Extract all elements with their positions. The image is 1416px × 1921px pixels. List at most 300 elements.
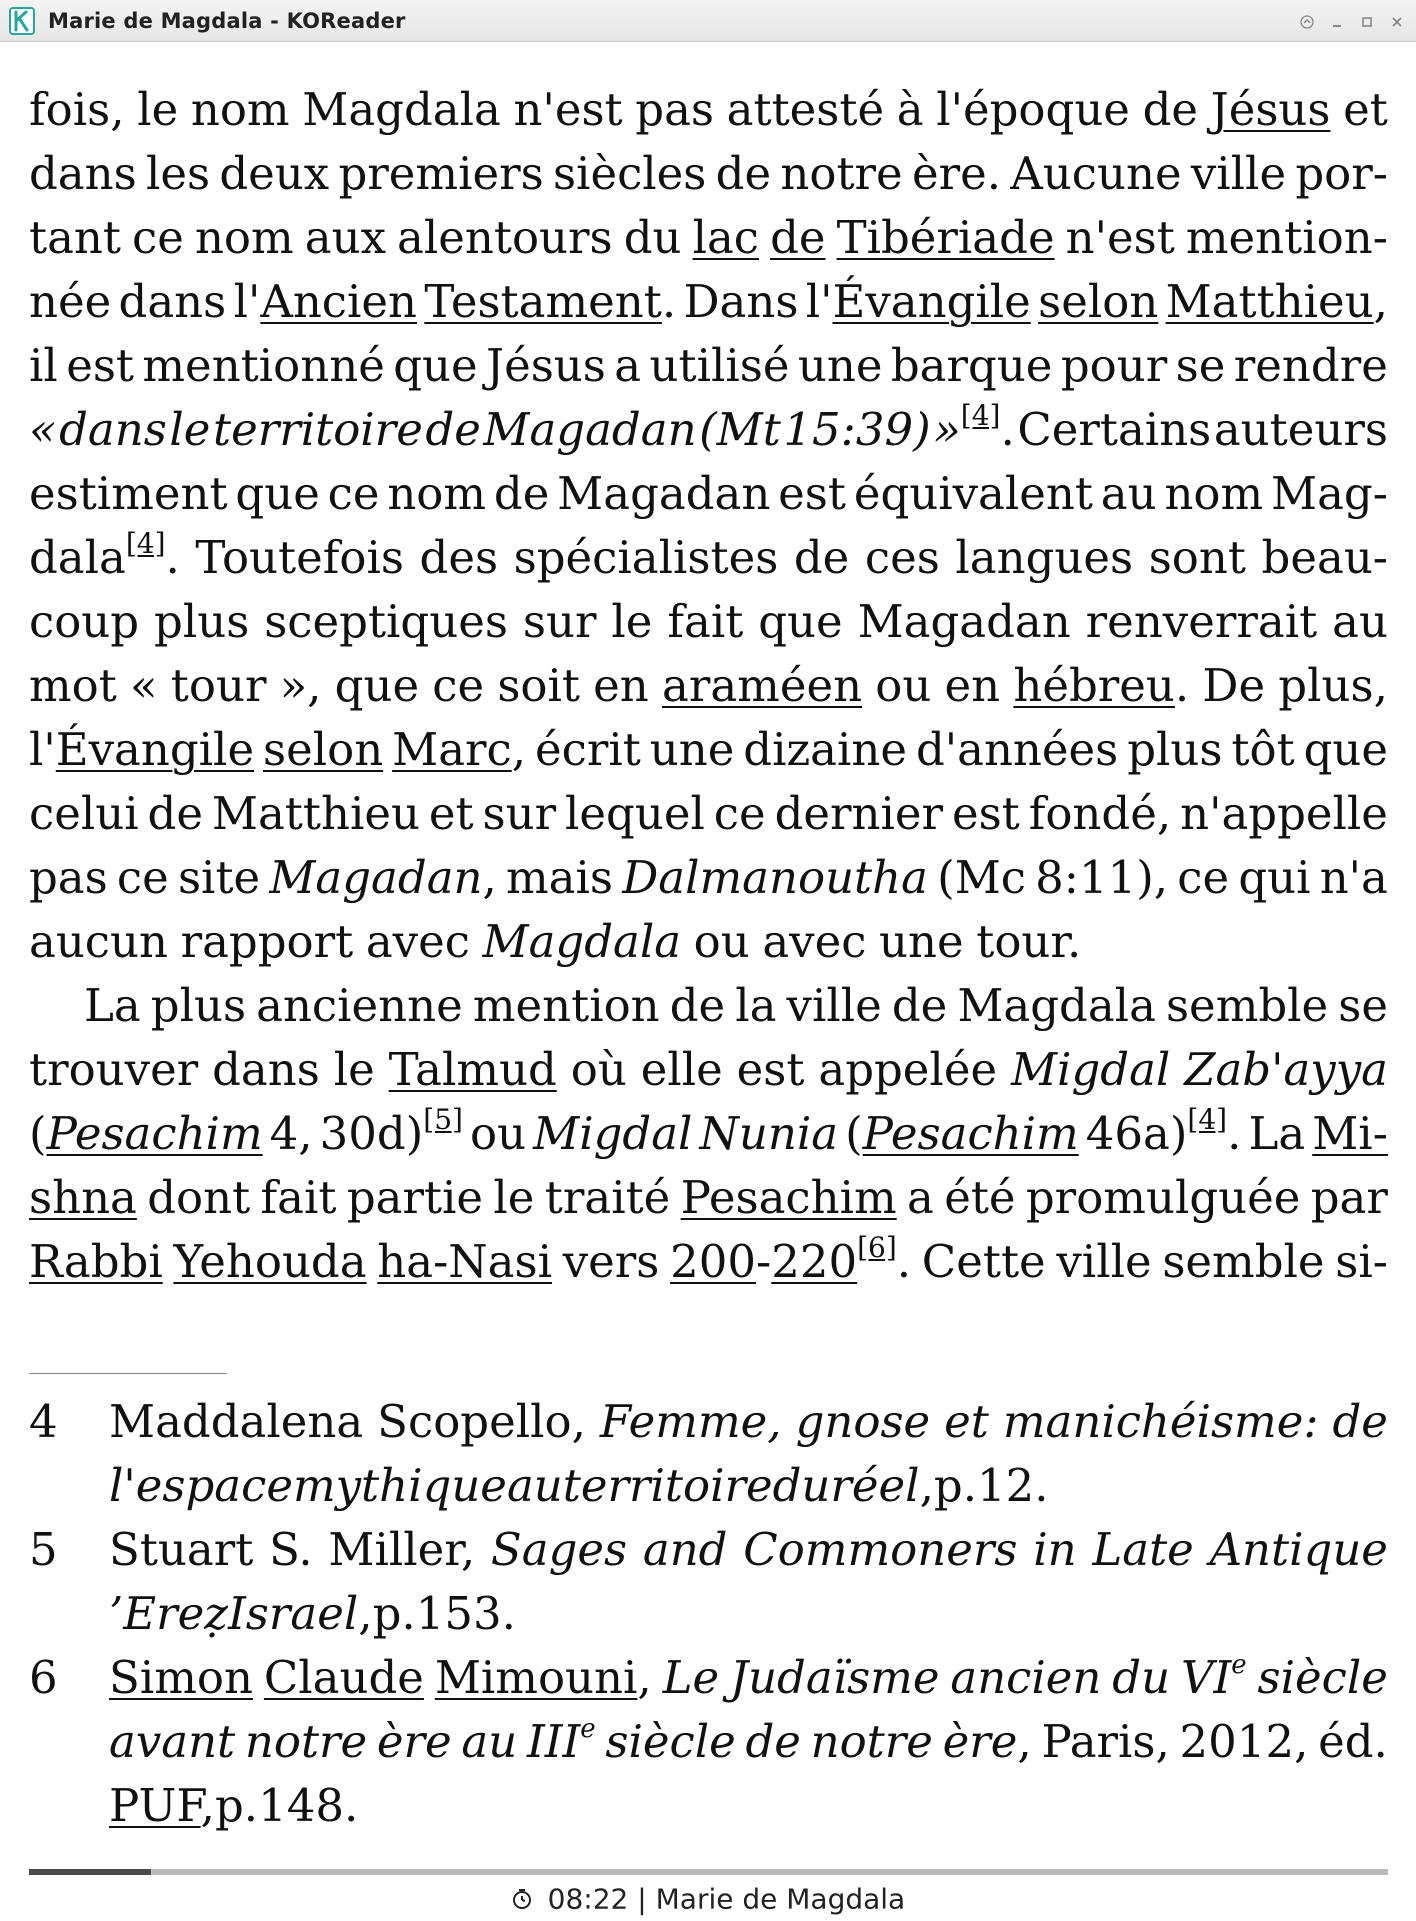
footnote-line: [109, 1390, 1388, 1454]
text-run: semble: [1165, 979, 1329, 1032]
word: [714, 782, 766, 846]
word: [269, 846, 496, 910]
footnote-reference[interactable]: [5]: [423, 1103, 463, 1136]
text-run: Magadan: [557, 467, 771, 520]
word: [1234, 334, 1388, 398]
text-run: que: [1303, 723, 1388, 776]
word: [694, 910, 750, 974]
word: [533, 1102, 692, 1166]
text-run: ou: [693, 915, 750, 968]
text-run: plus: [150, 979, 247, 1032]
wiki-link[interactable]: PUF: [109, 1779, 201, 1832]
word: [416, 1582, 516, 1646]
text-run: tour: [170, 659, 267, 712]
text-run: fait: [667, 595, 744, 648]
text-run: (: [845, 1107, 863, 1160]
text-run: La: [84, 979, 141, 1032]
italic-text: Israel: [228, 1587, 359, 1640]
word: [950, 1646, 1101, 1710]
text-run: pour: [1060, 339, 1168, 392]
text-run: p.: [372, 1587, 416, 1640]
italic-text: ancien: [950, 1651, 1102, 1704]
wiki-link[interactable]: de: [770, 211, 826, 264]
text-run: Magadan: [857, 595, 1071, 648]
word: [1180, 782, 1388, 846]
word: [397, 206, 613, 270]
text-run: por-: [1295, 147, 1388, 200]
word: [373, 1582, 416, 1646]
italic-text: Femme,: [599, 1395, 782, 1448]
wiki-link[interactable]: ha-Nasi: [377, 1235, 552, 1288]
word: [1011, 1038, 1170, 1102]
wiki-link[interactable]: lac: [692, 211, 759, 264]
text-run: pas: [635, 83, 715, 136]
text-run: deux: [219, 147, 330, 200]
word: [563, 1454, 773, 1518]
word: [945, 654, 1001, 718]
italic-text: de: [425, 403, 481, 456]
wiki-link[interactable]: 220: [771, 1235, 858, 1288]
wiki-link[interactable]: Pesachim: [680, 1171, 897, 1224]
word: [907, 1166, 934, 1230]
text-run: siècles: [552, 147, 707, 200]
word: [1318, 1710, 1388, 1774]
word: [1177, 846, 1229, 910]
superscript-text: e: [580, 1714, 596, 1744]
text-run: auteurs: [1213, 403, 1388, 456]
word: [624, 206, 682, 270]
footnote-number: 6: [29, 1651, 58, 1704]
word: [1029, 782, 1171, 846]
italic-text: Late: [1092, 1523, 1194, 1576]
word: [1335, 1230, 1388, 1294]
word: [513, 78, 622, 142]
italic-text: au: [506, 1459, 563, 1512]
word: [109, 1390, 363, 1454]
word: [1258, 1646, 1388, 1710]
word: [328, 1518, 475, 1582]
italic-text: and: [642, 1523, 728, 1576]
word: [635, 78, 714, 142]
italic-text: de: [1332, 1395, 1388, 1448]
text-run: en: [944, 659, 1001, 712]
wiki-link[interactable]: selon: [263, 723, 384, 776]
word: [1033, 1518, 1076, 1582]
text-run: et: [428, 787, 474, 840]
word: [1086, 590, 1318, 654]
word: [109, 1518, 253, 1582]
word: [1164, 462, 1263, 526]
word: [891, 334, 1053, 398]
footnote-separator: [29, 1373, 227, 1374]
wiki-link[interactable]: Tibériade: [836, 211, 1055, 264]
reading-progress-bar[interactable]: [29, 1869, 1388, 1875]
text-run: avec: [365, 915, 470, 968]
text-line: [29, 78, 1388, 142]
text-run: Scopello,: [377, 1395, 586, 1448]
text-line: [29, 142, 1388, 206]
word: [29, 142, 137, 206]
word: [912, 142, 1001, 206]
text-run: ,: [511, 723, 527, 776]
wiki-link[interactable]: selon: [1038, 275, 1159, 328]
word: [563, 1230, 660, 1294]
italic-text: notre: [244, 1715, 368, 1768]
text-run: le: [137, 83, 179, 136]
word: [195, 526, 404, 590]
word: [256, 974, 463, 1038]
text-run: mention-: [1185, 211, 1388, 264]
word: [957, 974, 1156, 1038]
maximize-button[interactable]: [1356, 11, 1378, 33]
wiki-link[interactable]: araméen: [661, 659, 863, 712]
word: [1278, 654, 1388, 718]
word: [770, 206, 825, 270]
text-run: 8:11),: [1035, 851, 1169, 904]
text-run: des: [419, 531, 499, 584]
wiki-link[interactable]: Mimouni: [434, 1651, 638, 1704]
italic-text: avant: [109, 1715, 236, 1768]
text-run: Certains: [1017, 403, 1212, 456]
word: [191, 78, 290, 142]
footnote-line: [109, 1454, 1388, 1518]
italic-text: au: [461, 1715, 518, 1768]
space: [750, 910, 763, 974]
word: [338, 142, 543, 206]
text-run: p.: [214, 1779, 259, 1832]
wiki-link[interactable]: Jésus: [1210, 83, 1331, 136]
word: [119, 270, 227, 334]
italic-text: ère: [376, 1715, 452, 1768]
word: [424, 270, 676, 334]
word: [142, 334, 384, 398]
text-run: au: [1332, 595, 1388, 648]
text-run: site: [177, 851, 261, 904]
text-run: estiment: [29, 467, 228, 520]
word: [650, 718, 735, 782]
word: [662, 654, 862, 718]
footnote-reference[interactable]: [6]: [857, 1231, 897, 1264]
text-run: Magdala: [957, 979, 1156, 1032]
word: [470, 1102, 526, 1166]
text-run: l': [805, 275, 833, 328]
word: [1056, 1230, 1151, 1294]
text-run: les: [145, 147, 211, 200]
minimize-icon: [1330, 15, 1344, 29]
word: [571, 1038, 627, 1102]
footnote-reference[interactable]: [4]: [960, 399, 1001, 432]
word: [1162, 1230, 1324, 1294]
text-run: plus: [1127, 723, 1223, 776]
wiki-link[interactable]: Simon: [109, 1651, 253, 1704]
text-run: dizaine: [743, 723, 908, 776]
word: [261, 1166, 337, 1230]
text-run: dont: [147, 1171, 251, 1224]
wiki-link[interactable]: Testament: [424, 275, 662, 328]
word: [29, 782, 139, 846]
text-run: aucun: [29, 915, 168, 968]
text-run: Jésus: [486, 339, 606, 392]
word: [787, 974, 882, 1038]
word: [1191, 142, 1286, 206]
word: [798, 334, 883, 398]
text-run: Paris,: [1041, 1715, 1170, 1768]
footnote-line: [109, 1710, 1388, 1774]
minimize-button[interactable]: [1326, 11, 1348, 33]
text-run: vers: [562, 1235, 660, 1288]
text-run: lequel: [565, 787, 705, 840]
text-run: une: [797, 339, 883, 392]
word: [663, 1646, 720, 1710]
word: [1295, 142, 1388, 206]
word: [320, 1102, 463, 1166]
word: [845, 1102, 1079, 1166]
text-run: (Mc: [937, 851, 1026, 904]
italic-text: Dalmanoutha: [622, 851, 928, 904]
word: [936, 78, 1130, 142]
word: [622, 846, 928, 910]
keep-above-button[interactable]: [1296, 11, 1318, 33]
wiki-link[interactable]: Pesachim: [46, 1107, 263, 1160]
wiki-link[interactable]: Marc: [392, 723, 512, 776]
text-run: 153.: [415, 1587, 516, 1640]
word: [1061, 334, 1167, 398]
wiki-link[interactable]: Évangile: [832, 275, 1031, 328]
text-run: Matthieu: [211, 787, 420, 840]
wiki-link[interactable]: hébreu: [1013, 659, 1175, 712]
word: [137, 78, 178, 142]
wiki-link[interactable]: Matthieu: [1165, 275, 1374, 328]
word: [955, 526, 1133, 590]
footnote-reference[interactable]: [4]: [125, 527, 166, 560]
text-run: Magdala: [302, 83, 501, 136]
word: [557, 462, 770, 526]
word: [1017, 398, 1211, 462]
text-run: que: [235, 467, 320, 520]
text-run: pas: [29, 851, 108, 904]
word: [1166, 270, 1388, 334]
word: [1166, 974, 1328, 1038]
footnote-number: 5: [29, 1523, 58, 1576]
word: [335, 654, 419, 718]
word: [334, 1038, 375, 1102]
word: [84, 974, 141, 1038]
footer-book-title: Marie de Magdala: [655, 1882, 906, 1916]
text-run: p.: [933, 1459, 978, 1512]
word: [181, 910, 354, 974]
text-run: qui: [1238, 851, 1311, 904]
word: [897, 78, 924, 142]
word: [219, 142, 329, 206]
word: [392, 718, 526, 782]
word: [650, 334, 790, 398]
word: [387, 462, 486, 526]
text-run: ce: [327, 467, 380, 520]
word: [879, 910, 964, 974]
text-run: le: [493, 1171, 535, 1224]
footnote-reference[interactable]: [4]: [1187, 1103, 1228, 1136]
word: [493, 1166, 534, 1230]
word: [977, 1454, 1049, 1518]
text-run: 12.: [977, 1459, 1049, 1512]
wiki-link[interactable]: Claude: [263, 1651, 424, 1704]
italic-text: siècle: [1257, 1651, 1388, 1704]
text-run: est: [736, 1043, 805, 1096]
footnotes-section: [29, 1390, 1388, 1838]
text-line: [29, 526, 1388, 590]
word: [66, 334, 134, 398]
text-run: plus: [154, 595, 250, 648]
word: [29, 590, 139, 654]
text-run: ou: [875, 659, 932, 712]
word: [1332, 590, 1388, 654]
text-run: rapport: [180, 915, 354, 968]
word: [699, 1102, 838, 1166]
text-run: du: [623, 211, 682, 264]
word: [1086, 1102, 1242, 1166]
word: [716, 142, 771, 206]
text-run: ville: [1190, 147, 1287, 200]
text-run: n'est: [1065, 211, 1175, 264]
word: [245, 1710, 367, 1774]
text-run: fait: [260, 1171, 337, 1224]
italic-text: notre: [810, 1715, 933, 1768]
text-run: .: [1227, 1107, 1242, 1160]
wiki-link[interactable]: Évangile: [55, 723, 255, 776]
text-run: premiers: [338, 147, 544, 200]
text-run: de: [1142, 83, 1199, 136]
footnote-item: [29, 1518, 1388, 1646]
word: [1343, 78, 1388, 142]
word: [614, 334, 641, 398]
italic-text: territoire: [562, 1459, 773, 1512]
text-run: éd.: [1318, 1715, 1388, 1768]
text-run: l': [233, 275, 261, 328]
wiki-link[interactable]: 200: [670, 1235, 756, 1288]
text-run: «: [130, 659, 158, 712]
word: [1176, 334, 1226, 398]
word: [681, 1166, 897, 1230]
word: [1181, 1646, 1247, 1710]
italic-text: Migdal: [533, 1107, 693, 1160]
word: [743, 1518, 1017, 1582]
wiki-link[interactable]: Talmud: [388, 1043, 557, 1096]
italic-text: Judaïsme: [730, 1651, 940, 1704]
text-run: 148.: [258, 1779, 359, 1832]
word: [212, 782, 420, 846]
text-run: une: [649, 723, 735, 776]
italic-text: (Mt: [699, 403, 781, 456]
text-run: il: [29, 339, 58, 392]
word: [818, 1038, 997, 1102]
text-run: partie: [346, 1171, 484, 1224]
close-button[interactable]: [1386, 11, 1408, 33]
word: [1184, 1038, 1388, 1102]
italic-text: ère: [942, 1715, 1018, 1768]
space: [866, 910, 879, 974]
word: [1214, 398, 1388, 462]
word: [1101, 462, 1157, 526]
text-run: ville: [786, 979, 882, 1032]
word: [1312, 1102, 1388, 1166]
text-line: [29, 846, 1388, 910]
status-footer[interactable]: [0, 1881, 1416, 1916]
book-page-text[interactable]: [29, 78, 1388, 1294]
word: [737, 1038, 805, 1102]
word: [486, 334, 606, 398]
word: [483, 910, 682, 974]
word: [29, 270, 111, 334]
text-run: Mag-: [1271, 467, 1388, 520]
word: [1026, 1166, 1301, 1230]
text-run: a: [614, 339, 642, 392]
italic-text: Magadan: [483, 403, 697, 456]
wiki-link[interactable]: Yehouda: [173, 1235, 367, 1288]
text-run: dernier: [774, 787, 944, 840]
wiki-link[interactable]: shna: [29, 1171, 137, 1224]
word: [389, 1038, 557, 1102]
wiki-link[interactable]: Pesachim: [862, 1107, 1079, 1160]
text-run: ce: [713, 787, 766, 840]
text-run: sur: [522, 595, 597, 648]
word: [527, 1710, 596, 1774]
text-run: ancienne: [256, 979, 463, 1032]
word: [29, 1166, 137, 1230]
italic-text: gnose: [795, 1395, 931, 1448]
text-run: »,: [279, 659, 322, 712]
text-run: (: [29, 1107, 47, 1160]
word: [109, 1774, 215, 1838]
word: [730, 1646, 939, 1710]
text-run: avec: [762, 915, 867, 968]
text-run: ce: [116, 851, 169, 904]
wiki-link[interactable]: Ancien: [260, 275, 418, 328]
footnote-number: 4: [29, 1395, 58, 1448]
text-run: nom: [194, 211, 294, 264]
text-run: l'époque: [936, 83, 1130, 136]
wiki-link[interactable]: Rabbi: [29, 1235, 163, 1288]
text-run: rendre: [1233, 339, 1388, 392]
word: [263, 718, 383, 782]
word: [29, 1102, 263, 1166]
text-run: de: [891, 979, 948, 1032]
word: [762, 910, 866, 974]
word: [29, 398, 57, 462]
text-run: de: [147, 787, 203, 840]
word: [109, 1454, 293, 1518]
italic-text: Antique: [1209, 1523, 1388, 1576]
word: [235, 462, 319, 526]
text-run: le: [333, 1043, 375, 1096]
maximize-icon: [1360, 15, 1374, 29]
text-run: ou: [470, 1107, 527, 1160]
word: [1231, 718, 1294, 782]
koreader-logo-icon: [9, 7, 35, 35]
text-run: La: [1248, 1107, 1306, 1160]
text-line: [29, 654, 1388, 718]
word: [811, 1710, 933, 1774]
word: [1332, 1390, 1387, 1454]
text-run: .: [1000, 403, 1015, 456]
wiki-link[interactable]: Mi-: [1312, 1107, 1388, 1160]
word: [29, 334, 58, 398]
word: [173, 1230, 366, 1294]
footnote-line: [109, 1646, 1388, 1710]
italic-text: territoire: [212, 403, 423, 456]
word: [366, 910, 470, 974]
word: [377, 1390, 586, 1454]
italic-text: et: [944, 1395, 989, 1448]
